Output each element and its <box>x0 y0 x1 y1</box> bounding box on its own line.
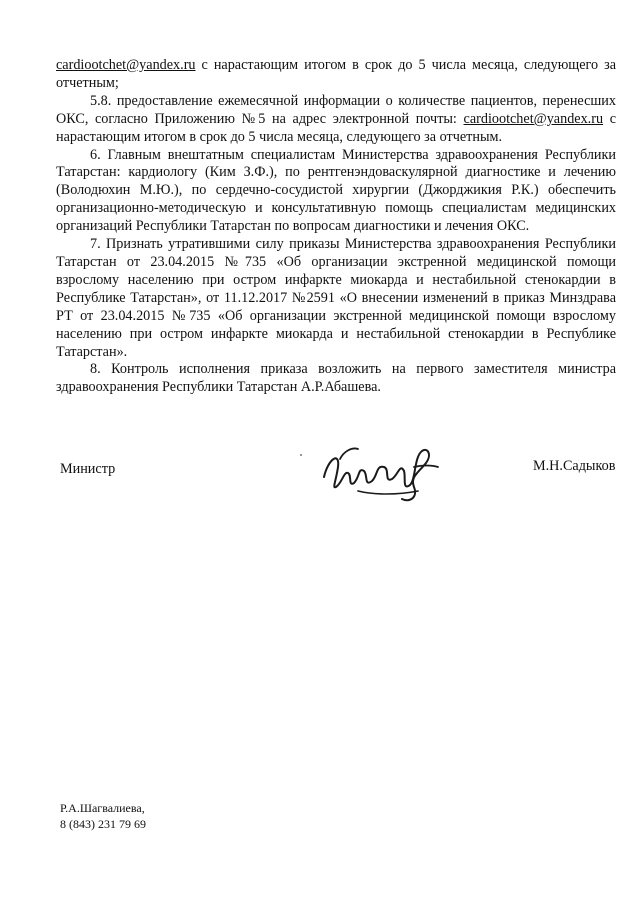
signatory-name: М.Н.Садыков <box>533 458 616 474</box>
paragraph-text: с нарастающим итогом в срок до 5 числа месяца, следующего за отчетным; <box>56 57 616 91</box>
paragraph-6: 6. Главным внештатным специалистам Министерства здравоохранения Республики Татарстан: кардиологу (Ким З.Ф.), по рентгенэндоваскулярной диагностике и лечению (Володюхин М.Ю.), по сердечно-сосудистой хирургии (Джорджикия Р.К.) обеспечить организационно-методическую и консультативную помощь специалистам медицинских организаций Республики Татарстан по вопросам диагностики и лечения ОКС. <box>56 146 616 235</box>
executor-name: Р.А.Шагвалиева, <box>60 801 145 815</box>
handwritten-signature <box>318 437 442 505</box>
executor-phone: 8 (843) 231 79 69 <box>60 817 146 831</box>
email-link[interactable]: cardiootchet@yandex.ru <box>463 110 604 127</box>
paragraph-email-continuation <box>56 57 616 93</box>
paragraph-7: 7. Признать утратившими силу приказы Министерства здравоохранения Республики Татарстан от 23.04.2015 №735 «Об организации экстренной медицинской помощи взрослому населению при остром инфаркте миокарда и нестабильной стенокардии в Республике Татарстан», от 11.12.2017 №2591 «О внесении изменений в приказ Минздрава РТ от 23.04.2015 №735 «Об организации экстренной медицинской помощи взрослому населению при остром инфаркте миокарда и нестабильной стенокардии в Республике Татарстан». <box>56 236 616 360</box>
paragraph-8: 8. Контроль исполнения приказа возложить на первого заместителя министра здравоохранения Республики Татарстан А.Р.Абашева. <box>56 361 616 396</box>
signature-role: Министр <box>60 461 116 477</box>
paragraph-text: 5.8. предоставление ежемесячной информации о количестве пациентов, перенесших ОКС, согласно Приложению №5 на адрес электронной почты: <box>56 92 616 127</box>
executor-contact <box>60 800 146 832</box>
document-body <box>56 57 616 397</box>
scan-speck <box>300 454 302 456</box>
paragraph-text: с нарастающим итогом в срок до 5 числа месяца, следующего за отчетным. <box>56 110 616 145</box>
email-link[interactable]: cardiootchet@yandex.ru <box>56 57 196 73</box>
paragraph-5-8 <box>56 93 616 147</box>
